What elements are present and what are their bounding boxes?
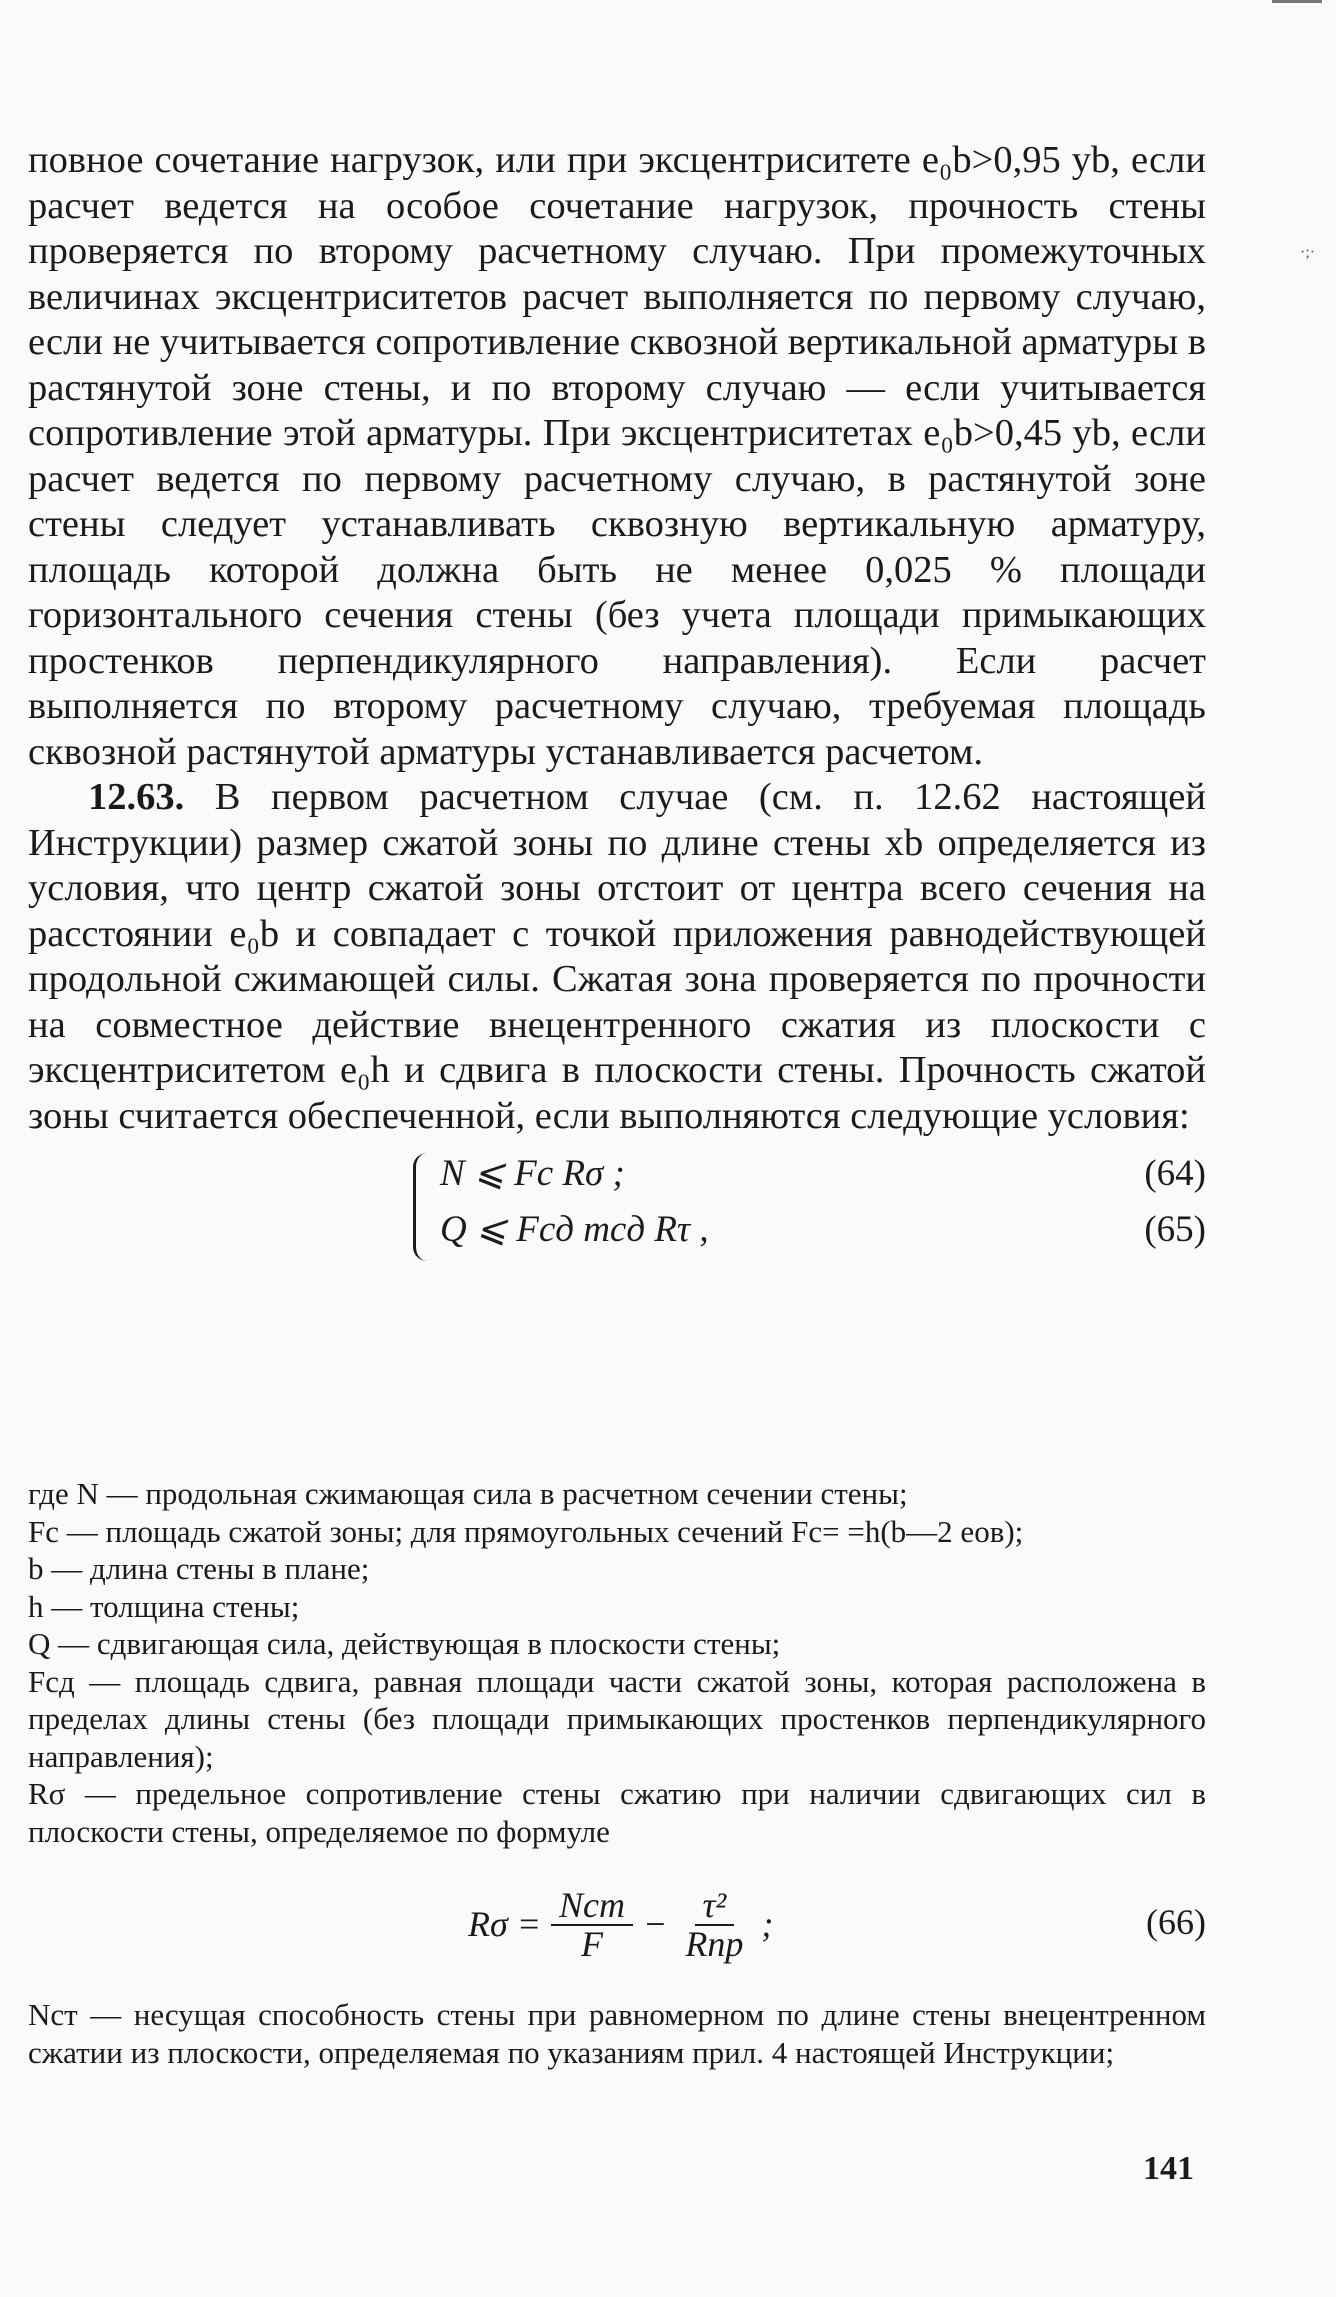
definition-Fsd: Fсд — площадь сдвига, равная площади части сжатой зоны, которая расположена в пределах длины стены (без площади примыкающих простенков перпендикулярного направления); [28,1663,1206,1774]
margin-speck: ·;· [1300,244,1316,261]
clause-text: В первом расчетном случае (см. п. 12.62 настоящей Инструкции) размер сжатой зоны по длине стены xb определяется из условия, что центр сжатой зоны отстоит от центра всего сечения на расстоянии e₀b и совпадает с точкой приложения равнодействующей продольной сжимающей силы. Сжатая зона проверяется по прочности на совместное действие внецентренного сжатия из плоскости с эксцентриситетом e₀h и сдвига в плоскости стены. Прочность сжатой зоны считается обеспеченной, если выполняются следующие условия: [28,776,1206,1137]
definition-Fc: Fc — площадь сжатой зоны; для прямоугольных сечений Fc= =h(b—2 eов); [28,1513,1024,1549]
formula-66-number: (66) [1146,1902,1206,1942]
definition-Q: Q — сдвигающая сила, действующая в плоскости стены; [28,1626,781,1661]
formula-66-lhs: Rσ = [468,1904,542,1945]
minus-sign: − [643,1904,668,1945]
fraction-1 [551,1884,633,1964]
page-number: 141 [1143,2150,1194,2187]
definition-h: h — толщина стены; [28,1588,300,1624]
formula-64-number: (64) [1144,1153,1206,1194]
formula-66-end: ; [761,1904,774,1945]
scan-edge-mark [1272,0,1322,3]
paragraph-12-63 [28,775,1206,1139]
definition-N-st: Nст — несущая способность стены при равномерном по длине стены внецентренном сжатии из плоскости, определяемая по указаниям прил. 4 настоящей Инструкции; [28,1997,1206,2070]
definition-R-sigma: Rσ — предельное сопротивление стены сжатию при наличии сдвигающих сил в плоскости стены, определяемое по формуле [28,1776,1206,1849]
formula-65: Q ⩽ Fсд mсд Rτ , [440,1209,709,1250]
formula-system-64-65 [28,1151,1206,1269]
formula-65-number: (65) [1144,1209,1206,1250]
definitions-block [28,1475,1206,2071]
main-text [28,138,1206,1269]
fraction-2-numerator: τ² [695,1887,735,1927]
clause-number: 12.63. [88,776,185,818]
formula-64: N ⩽ Fc Rσ ; [440,1153,625,1194]
definition-N: где N — продольная сжимающая сила в расчетном сечении стены; [28,1476,908,1511]
fraction-1-numerator: Nст [551,1887,633,1927]
fraction-2 [677,1884,751,1964]
formula-66 [28,1866,1206,1984]
fraction-1-denominator: F [581,1924,604,1964]
definition-b: b — длина стены в плане; [28,1551,370,1586]
paragraph-continuation: повное сочетание нагрузок, или при эксцентриситете e₀b>0,95 yb, если расчет ведется на особое сочетание нагрузок, прочность стены проверяется по второму расчетному случаю. При промежуточных величинах эксцентриситетов расчет выполняется по первому случаю, если не учитывается сопротивление сквозной вертикальной арматуры в растянутой зоне стены, и по второму случаю — если учитывается сопротивление этой арматуры. При эксцентриситетах e₀b>0,45 yb, если расчет ведется по первому расчетному случаю, в растянутой зоне стены следует устанавливать сквозную вертикальную арматуру, площадь которой должна быть не менее 0,025 % площади горизонтального сечения стены (без учета площади примыкающих простенков перпендикулярного направления). Если расчет выполняется по второму расчетному случаю, требуемая площадь сквозной растянутой арматуры устанавливается расчетом. [28,139,1206,773]
left-brace-icon [413,1153,434,1261]
fraction-2-denominator: Rпр [685,1924,744,1964]
